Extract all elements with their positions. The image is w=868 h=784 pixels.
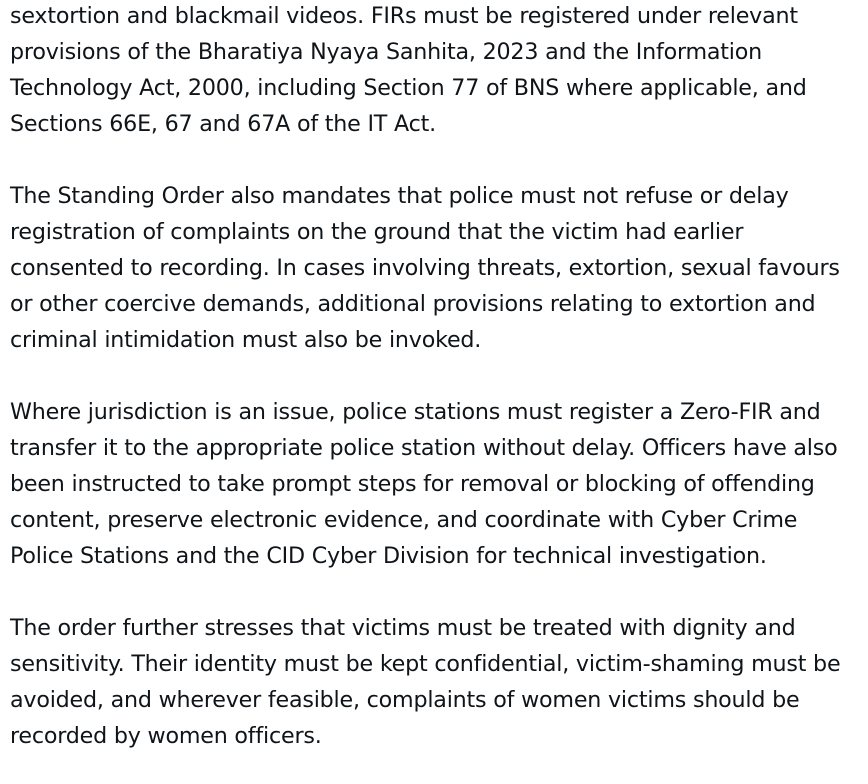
paragraph-standing-order: The Standing Order also mandates that police must not refuse or delay registration of complaints on the ground that the victim had earlier consented to recording. In cases involving threats, extortion, sexual favours or other coercive demands, additional provisions relating to extortion and criminal intimidation must also be invoked. [10, 183, 840, 353]
paragraph-jurisdiction: Where jurisdiction is an issue, police stations must register a Zero-FIR and transfer it to the appropriate police station without delay. Officers have also been instructed to take prompt steps for removal or blocking of offending content, preserve electronic evidence, and coordinate with Cyber Crime Police Stations and the CID Cyber Division for technical investigation. [10, 399, 838, 569]
paragraph-victim-dignity: The order further stresses that victims must be treated with dignity and sensitivity. Their identity must be kept confidential, victim-shaming must be avoided, and wherever feasible, complaints of women victims should be recorded by women officers. [10, 615, 841, 749]
paragraph-fir-registration: sextortion and blackmail videos. FIRs must be registered under relevant provisions of the Bharatiya Nyaya Sanhita, 2023 and the Information Technology Act, 2000, including Section 77 of BNS where applicable, and Sections 66E, 67 and 67A of the IT Act. [10, 3, 807, 137]
article-body [10, 0, 862, 754]
